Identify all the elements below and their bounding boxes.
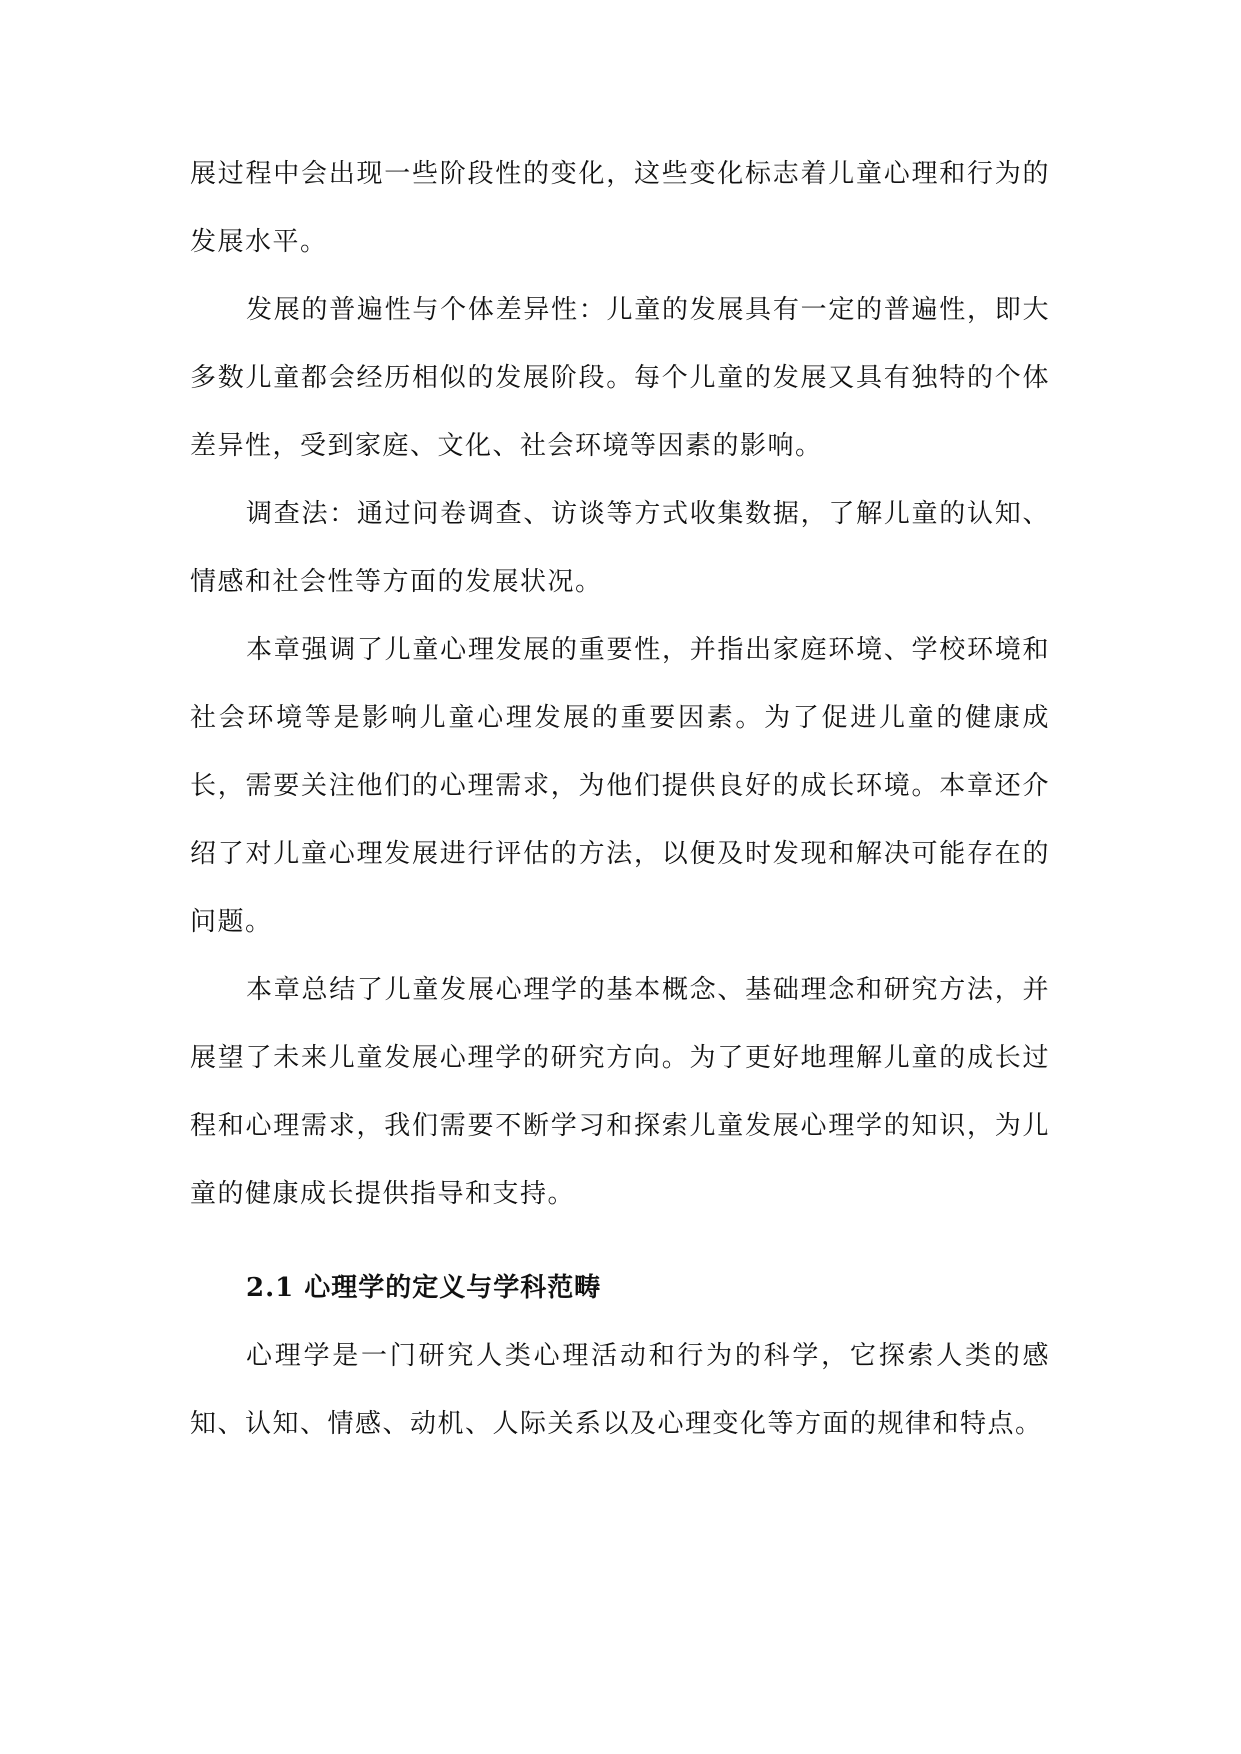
page-content	[190, 140, 1050, 1458]
paragraph-psychology-definition: 心理学是一门研究人类心理活动和行为的科学，它探索人类的感知、认知、情感、动机、人际关系以及心理变化等方面的规律和特点。	[190, 1341, 1050, 1439]
paragraph-universality: 发展的普遍性与个体差异性：儿童的发展具有一定的普遍性，即大多数儿童都会经历相似的发展阶段。每个儿童的发展又具有独特的个体差异性，受到家庭、文化、社会环境等因素的影响。	[190, 295, 1050, 461]
paragraph-chapter-emphasis: 本章强调了儿童心理发展的重要性，并指出家庭环境、学校环境和社会环境等是影响儿童心理发展的重要因素。为了促进儿童的健康成长，需要关注他们的心理需求，为他们提供良好的成长环境。本章还介绍了对儿童心理发展进行评估的方法，以便及时发现和解决可能存在的问题。	[190, 635, 1050, 937]
paragraph-survey-method: 调查法：通过问卷调查、访谈等方式收集数据，了解儿童的认知、情感和社会性等方面的发展状况。	[190, 499, 1050, 597]
paragraph-continued: 展过程中会出现一些阶段性的变化，这些变化标志着儿童心理和行为的发展水平。	[190, 159, 1050, 257]
section-heading: 2.1 心理学的定义与学科范畴	[246, 1273, 602, 1303]
paragraph-chapter-summary: 本章总结了儿童发展心理学的基本概念、基础理念和研究方法，并展望了未来儿童发展心理学的研究方向。为了更好地理解儿童的成长过程和心理需求，我们需要不断学习和探索儿童发展心理学的知识，为儿童的健康成长提供指导和支持。	[190, 975, 1050, 1209]
